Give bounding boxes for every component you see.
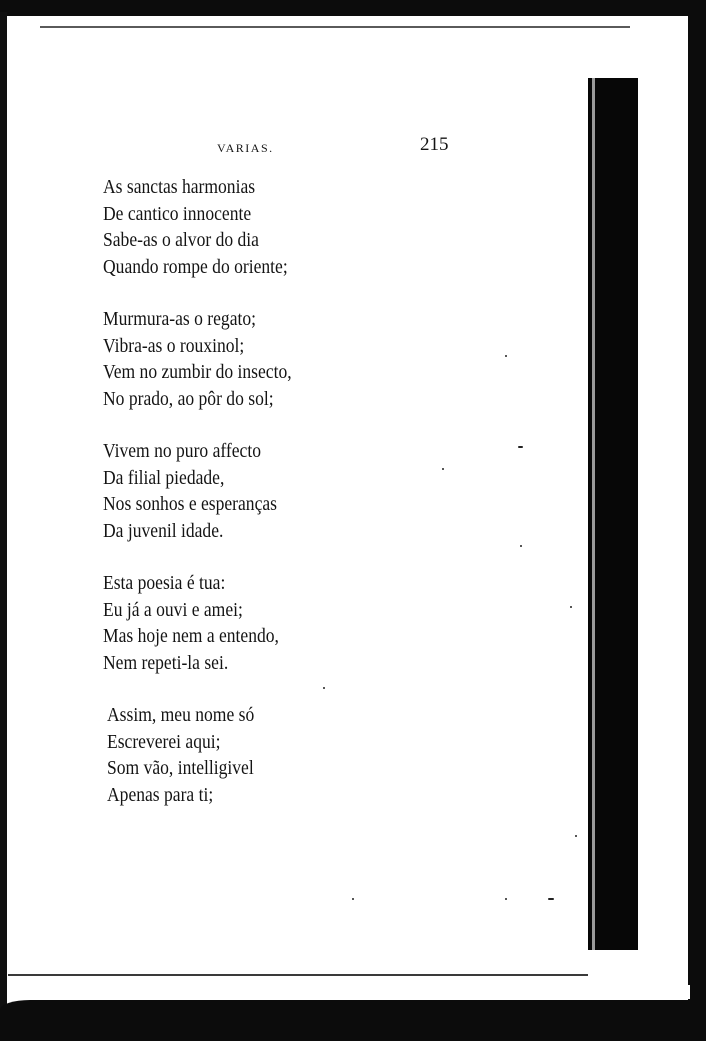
scan-speck [518, 446, 523, 448]
scan-border-top [0, 0, 706, 16]
poem-line: Eu já a ouvi e amei; [103, 599, 243, 621]
poem-line: Da juvenil idade. [103, 520, 224, 542]
page-bottom-edge [8, 974, 588, 976]
poem-line: Vem no zumbir do insecto, [103, 362, 292, 383]
poem-line: As sanctas harmonias [103, 177, 256, 198]
poem-line: Som vão, intelligivel [107, 758, 254, 779]
poem-line: Murmura-as o regato; [103, 309, 257, 330]
scan-border-bottom [0, 1000, 706, 1041]
scan-speck [575, 835, 577, 837]
stanza-4 [103, 571, 523, 677]
poem-line: Da filial piedade, [103, 467, 225, 489]
running-head: VARIAS. [217, 141, 274, 155]
scan-speck [548, 898, 554, 900]
page-fore-edge [588, 78, 638, 950]
poem-line: No prado, ao pôr do sol; [103, 388, 274, 410]
page-number: 215 [420, 134, 449, 155]
scan-speck [570, 606, 572, 608]
scan-speck [505, 355, 507, 357]
scan-speck [520, 545, 522, 547]
scan-speck [352, 898, 354, 900]
stanza-5 [107, 703, 523, 809]
poem-line: Esta poesia é tua: [103, 573, 226, 594]
poem-line: Nos sonhos e esperanças [103, 494, 277, 515]
poem-line: Sabe-as o alvor do dia [103, 230, 259, 251]
page-fore-edge-highlight [592, 78, 595, 950]
poem-line: Assim, meu nome só [107, 705, 255, 726]
stanza-3 [103, 439, 523, 545]
scan-speck [323, 687, 325, 689]
poem-line: Apenas para ti; [107, 784, 214, 806]
stanza-2 [103, 307, 523, 413]
scan-border-left [0, 12, 7, 1012]
poem [103, 175, 523, 835]
poem-line: Escreverei aqui; [107, 731, 221, 753]
poem-line: Quando rompe do oriente; [103, 256, 288, 278]
page-top-edge [40, 26, 630, 28]
stanza-1 [103, 175, 523, 281]
poem-line: Nem repeti-la sei. [103, 652, 229, 674]
poem-line: De cantico innocente [103, 203, 252, 225]
scan-border-right [688, 12, 706, 1022]
scan-bottom-gap [30, 985, 690, 999]
scan-speck [505, 898, 507, 900]
scan-speck [442, 468, 444, 470]
poem-line: Vivem no puro affecto [103, 441, 261, 462]
poem-line: Mas hoje nem a entendo, [103, 626, 279, 647]
poem-line: Vibra-as o rouxinol; [103, 335, 245, 357]
